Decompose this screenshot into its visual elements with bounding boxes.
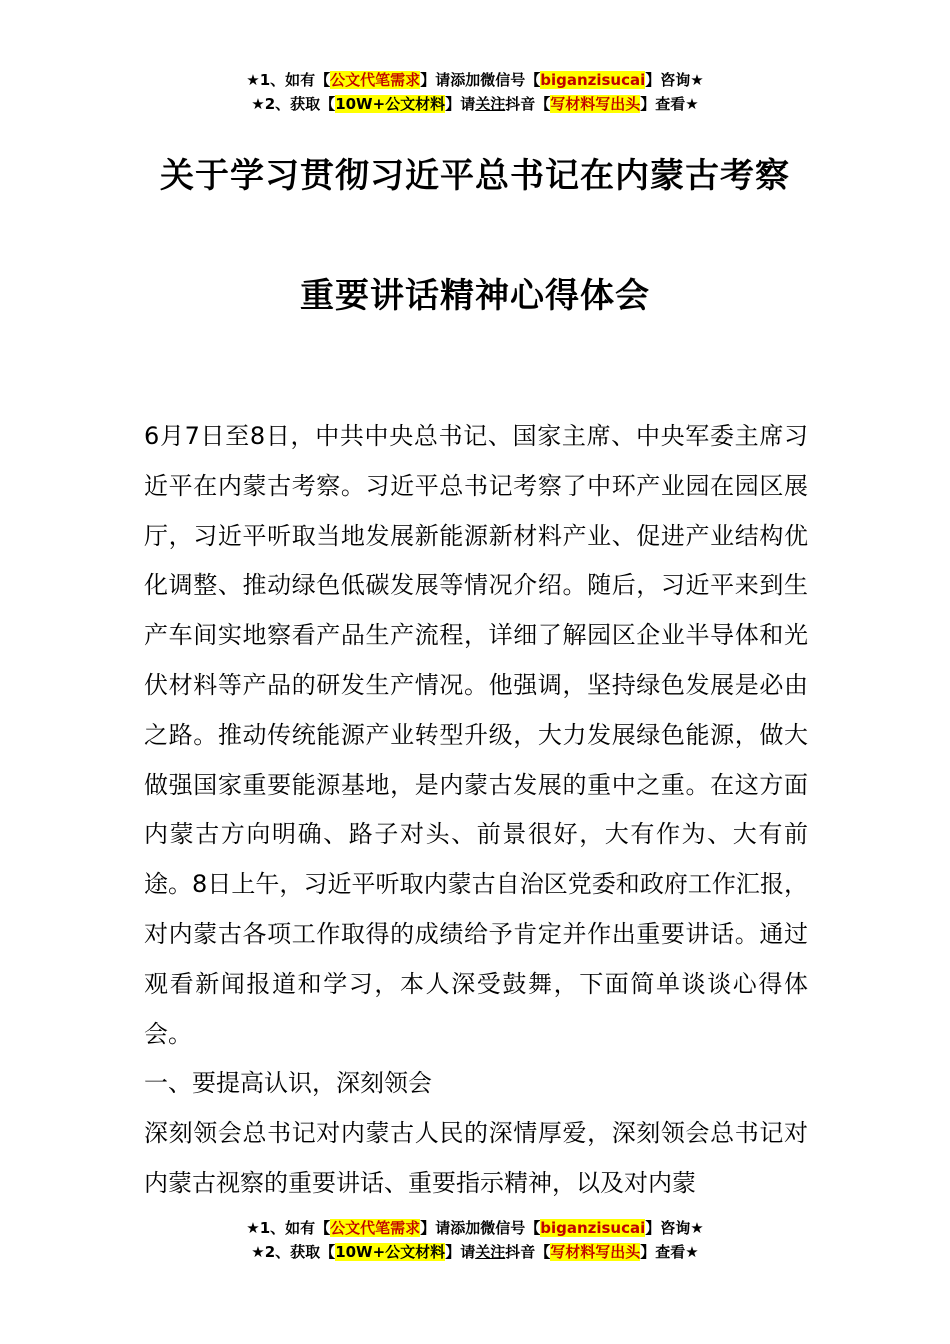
wechat-id-highlight: biganzisucai <box>540 1219 646 1237</box>
douyin-highlight: 写材料写出头 <box>550 95 641 113</box>
body-paragraph: 深刻领会总书记对内蒙古人民的深情厚爱，深刻领会总书记对内蒙古视察的重要讲话、重要指示精神，以及对内蒙 <box>144 1119 808 1197</box>
banner-text: 】请 <box>445 95 476 113</box>
banner-text: ★2、获取【 <box>251 1243 336 1261</box>
wechat-id-highlight: biganzisucai <box>540 71 646 89</box>
document-title-line-1: 关于学习贯彻习近平总书记在内蒙古考察 <box>160 156 790 196</box>
banner-highlight: 10W+公文材料 <box>335 1243 446 1261</box>
banner-text: 抖音【 <box>505 1243 551 1261</box>
document-body <box>144 412 808 1209</box>
document-title-line-2: 重要讲话精神心得体会 <box>300 276 650 316</box>
banner-text: 】查看★ <box>640 1243 699 1261</box>
banner-text: 】请 <box>445 1243 476 1261</box>
banner-text: 】咨询★ <box>645 71 704 89</box>
banner-highlight: 公文代笔需求 <box>330 1219 421 1237</box>
banner-line-1 <box>0 1216 950 1240</box>
banner-text: 】请添加微信号【 <box>420 71 541 89</box>
douyin-highlight: 写材料写出头 <box>550 1243 641 1261</box>
banner-highlight: 10W+公文材料 <box>335 95 446 113</box>
banner-line-2 <box>0 92 950 116</box>
banner-text: ★1、如有【 <box>246 1219 331 1237</box>
section-heading: 一、要提高认识，深刻领会 <box>144 1069 432 1098</box>
banner-text: ★1、如有【 <box>246 71 331 89</box>
banner-line-1 <box>0 68 950 92</box>
banner-underline: 关注 <box>475 1243 506 1261</box>
banner-text: 】咨询★ <box>645 1219 704 1237</box>
banner-text: 】查看★ <box>640 95 699 113</box>
banner-text: ★2、获取【 <box>251 95 336 113</box>
body-paragraph: 6月7日至8日，中共中央总书记、国家主席、中央军委主席习近平在内蒙古考察。习近平总书记考察了中环产业园在园区展厅，习近平听取当地发展新能源新材料产业、促进产业结构优化调整、推动绿色低碳发展等情况介绍。随后，习近平来到生产车间实地察看产品生产流程，详细了解园区企业半导体和光伏材料等产品的研发生产情况。他强调，坚持绿色发展是必由之路。推动传统能源产业转型升级，大力发展绿色能源，做大做强国家重要能源基地，是内蒙古发展的重中之重。在这方面内蒙古方向明确、路子对头、前景很好，大有作为、大有前途。8日上午，习近平听取内蒙古自治区党委和政府工作汇报，对内蒙古各项工作取得的成绩给予肯定并作出重要讲话。通过观看新闻报道和学习，本人深受鼓舞，下面简单谈谈心得体会。 <box>144 422 808 1048</box>
banner-text: 抖音【 <box>505 95 551 113</box>
header-banner <box>0 68 950 116</box>
footer-banner <box>0 1216 950 1264</box>
banner-highlight: 公文代笔需求 <box>330 71 421 89</box>
banner-line-2 <box>0 1240 950 1264</box>
banner-text: 】请添加微信号【 <box>420 1219 541 1237</box>
banner-underline: 关注 <box>475 95 506 113</box>
